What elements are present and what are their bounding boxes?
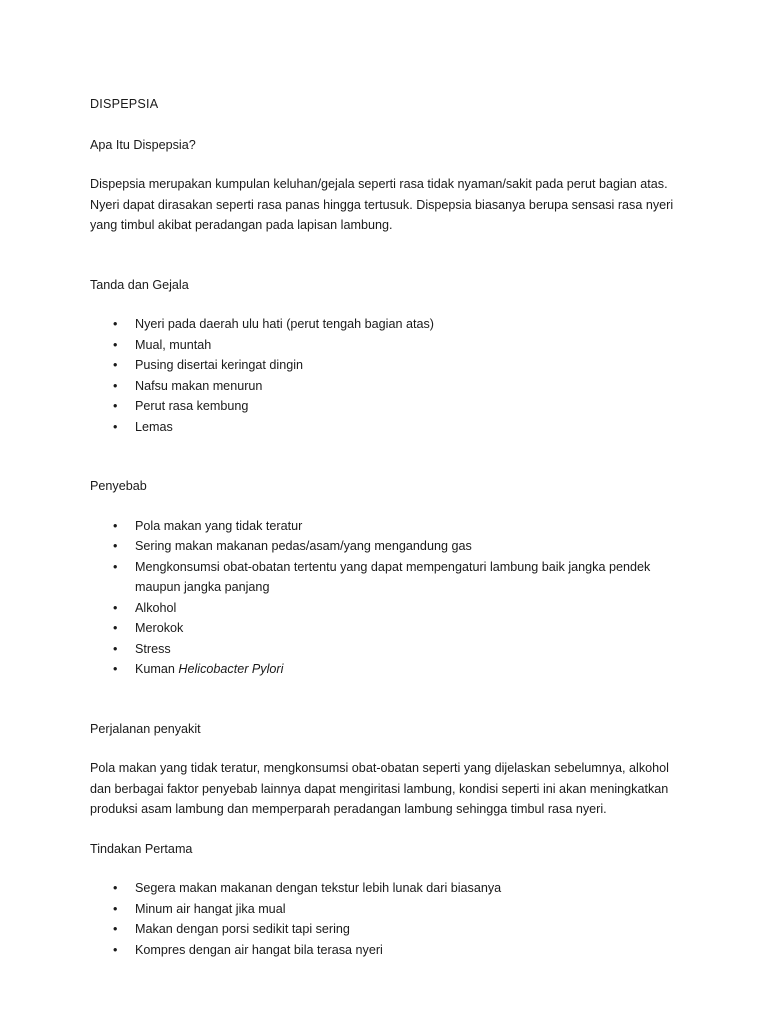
- bullet-icon: •: [113, 641, 118, 656]
- bullet-icon: •: [113, 621, 118, 635]
- list-item-text: Perut rasa kembung: [135, 399, 249, 413]
- document-title: DISPEPSIA: [90, 97, 159, 111]
- course-heading: Perjalanan penyakit: [90, 721, 201, 736]
- bullet-icon: •: [113, 399, 118, 413]
- list-item-text: Alkohol: [135, 600, 177, 615]
- bullet-icon: •: [113, 539, 118, 553]
- section-spacer: [90, 820, 690, 839]
- course-paragraph: Pola makan yang tidak teratur, mengkonsumsi obat-obatan seperti yang dijelaskan sebelumnya, alkohol dan berbagai faktor penyebab lainnya dapat mengiritasi lambung, kondisi seperti ini akan meningkatkan produksi asam lambung dan memperparah peradangan lambung sehingga timbul rasa nyeri.: [90, 761, 669, 816]
- section-spacer: [90, 437, 690, 476]
- list-item: [90, 557, 690, 598]
- list-item: [90, 335, 690, 356]
- list-item-text: Kuman: [135, 662, 179, 676]
- bullet-icon: •: [113, 942, 118, 957]
- first-aid-heading: Tindakan Pertama: [90, 841, 193, 856]
- bullet-icon: •: [113, 559, 118, 574]
- list-item: [90, 618, 690, 639]
- list-item: [90, 417, 690, 438]
- list-item: [90, 919, 690, 940]
- list-item-text: Mengkonsumsi obat-obatan tertentu yang dapat mempengaturi lambung baik jangka pendek maupun jangka panjang: [135, 559, 651, 594]
- list-item-text: Sering makan makanan pedas/asam/yang mengandung gas: [135, 539, 472, 553]
- list-item-text: Nyeri pada daerah ulu hati (perut tengah bagian atas): [135, 317, 434, 331]
- bullet-icon: •: [113, 378, 118, 393]
- list-item: [90, 899, 690, 920]
- list-item: [90, 355, 690, 376]
- bullet-icon: •: [113, 922, 118, 936]
- bullet-icon: •: [113, 881, 118, 895]
- list-item-text: Lemas: [135, 419, 173, 434]
- bullet-icon: •: [113, 419, 118, 434]
- bullet-icon: •: [113, 518, 118, 533]
- list-item-text: Segera makan makanan dengan tekstur lebih lunak dari biasanya: [135, 881, 502, 895]
- intro-heading: Apa Itu Dispepsia?: [90, 137, 196, 152]
- list-item: [90, 376, 690, 397]
- symptoms-list: [90, 314, 690, 437]
- list-item: [90, 516, 690, 537]
- bullet-icon: •: [113, 317, 118, 331]
- first-aid-list: [90, 878, 690, 960]
- bullet-icon: •: [113, 901, 118, 916]
- document-page: [90, 94, 690, 960]
- bullet-icon: •: [113, 600, 118, 615]
- list-item: [90, 598, 690, 619]
- list-item-text: Pusing disertai keringat dingin: [135, 358, 304, 372]
- list-item: [90, 536, 690, 557]
- list-item-text: Merokok: [135, 621, 184, 635]
- list-item: [90, 314, 690, 335]
- list-item-text: Stress: [135, 641, 171, 656]
- list-item: [90, 659, 690, 680]
- bullet-icon: •: [113, 337, 118, 352]
- bullet-icon: •: [113, 358, 118, 372]
- causes-list: [90, 516, 690, 680]
- list-item-text: Nafsu makan menurun: [135, 378, 263, 393]
- list-item-text: Pola makan yang tidak teratur: [135, 518, 303, 533]
- list-item: [90, 396, 690, 417]
- list-item-text: Minum air hangat jika mual: [135, 901, 286, 916]
- list-item-text: Kompres dengan air hangat bila terasa nyeri: [135, 942, 383, 957]
- section-spacer: [90, 680, 690, 719]
- list-item-text: Makan dengan porsi sedikit tapi sering: [135, 922, 350, 936]
- list-item: [90, 940, 690, 961]
- list-item: [90, 878, 690, 899]
- causes-heading: Penyebab: [90, 479, 147, 493]
- section-spacer: [90, 236, 690, 275]
- list-item-italic-text: Helicobacter Pylori: [178, 662, 284, 676]
- intro-paragraph: Dispepsia merupakan kumpulan keluhan/gejala seperti rasa tidak nyaman/sakit pada perut bagian atas. Nyeri dapat dirasakan seperti rasa panas hingga tertusuk. Dispepsia biasanya berupa sensasi rasa nyeri yang timbul akibat peradangan pada lapisan lambung.: [90, 177, 674, 232]
- list-item-text: Mual, muntah: [135, 337, 212, 352]
- bullet-icon: •: [113, 662, 118, 676]
- symptoms-heading: Tanda dan Gejala: [90, 277, 189, 292]
- list-item: [90, 639, 690, 660]
